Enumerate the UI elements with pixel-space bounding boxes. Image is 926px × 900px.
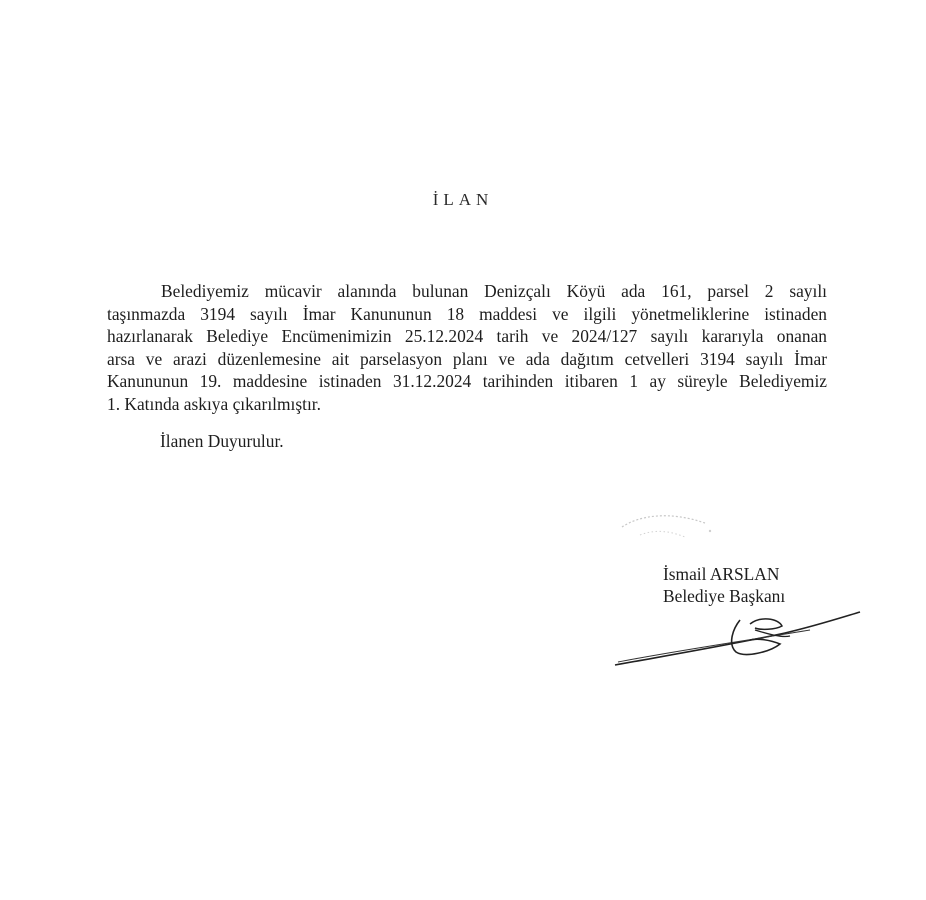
body-line: hazırlanarak Belediye Encümenimizin 25.12.2024 tarih ve 2024/127 sayılı kararıyla onanan [107,326,827,346]
body-line: 1. Katında askıya çıkarılmıştır. [107,393,321,414]
faint-stamp-mark [610,505,720,545]
body-line: Kanununun 19. maddesine istinaden 31.12.2024 tarihinden itibaren 1 ay süreyle Belediyemiz [107,371,827,391]
signatory-title: Belediye Başkanı [663,586,786,606]
closing-line: İlanen Duyurulur. [160,431,284,451]
body-line: arsa ve arazi düzenlemesine ait parselasyon planı ve ada dağıtım cetvelleri 3194 sayılı İmar [107,348,827,369]
document-title: İLAN [432,190,494,209]
body-line: taşınmazda 3194 sayılı İmar Kanununun 18 maddesi ve ilgili yönetmeliklerine istinaden [107,303,827,324]
signatory-name: İsmail ARSLAN [663,564,780,584]
announcement-body [107,280,827,415]
body-line: Belediyemiz mücavir alanında bulunan Denizçalı Köyü ada 161, parsel 2 sayılı [161,281,827,301]
handwritten-signature [610,600,865,675]
